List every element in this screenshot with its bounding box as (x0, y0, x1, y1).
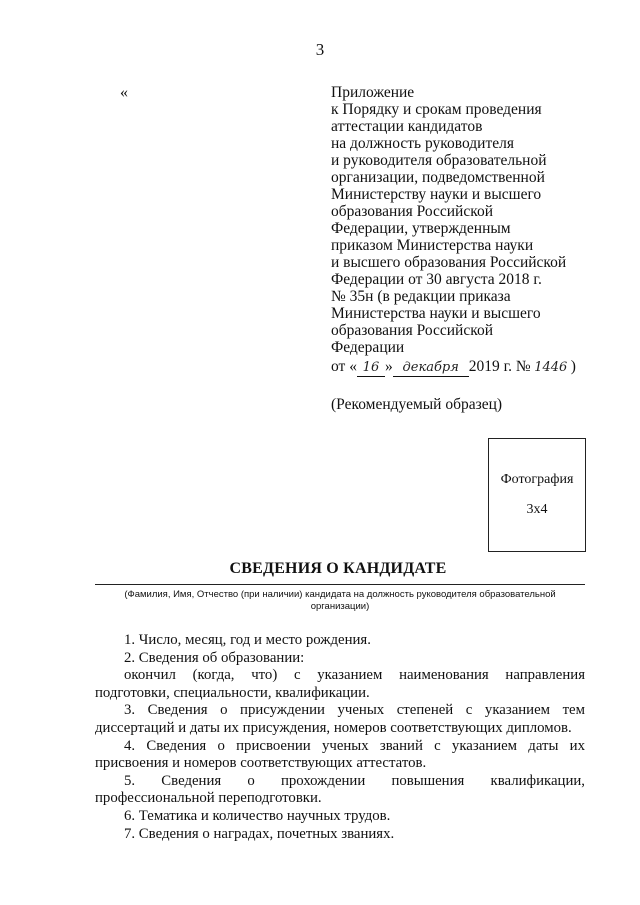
appendix-line: Министерства науки и высшего (331, 305, 541, 322)
order-date-number-line (331, 358, 631, 377)
list-item: 2. Сведения об образовании: (124, 649, 305, 666)
appendix-line: и высшего образования Российской (331, 254, 567, 271)
appendix-line: и руководителя образовательной (331, 152, 547, 169)
recommended-sample-note: (Рекомендуемый образец) (331, 396, 503, 413)
list-item: 7. Сведения о наградах, почетных званиях. (124, 825, 395, 842)
list-item: 6. Тематика и количество научных трудов. (124, 807, 391, 824)
appendix-line: Федерации, утвержденным (331, 220, 511, 237)
appendix-line: образования Российской (331, 203, 494, 220)
list-item: присвоения и номеров соответствующих аттестатов. (95, 755, 427, 772)
candidate-info-list (95, 632, 585, 843)
list-item: диссертаций и даты их присуждения, номеров соответствующих дипломов. (95, 719, 572, 736)
appendix-line: Федерации от 30 августа 2018 г. (331, 271, 542, 288)
appendix-line: приказом Министерства науки (331, 237, 534, 254)
opening-quote-mark: « (120, 84, 128, 101)
list-item: 3. Сведения о присуждении ученых степеней с указанием тем (124, 702, 585, 719)
appendix-line: Приложение (331, 84, 415, 101)
document-title: СВЕДЕНИЯ О КАНДИДАТЕ (229, 560, 447, 577)
name-field-caption: (Фамилия, Имя, Отчество (при наличии) кандидата на должность руководителя образовательной организации) (124, 589, 556, 612)
list-item: 1. Число, месяц, год и место рождения. (124, 632, 371, 648)
appendix-line: Министерству науки и высшего (331, 186, 542, 203)
list-item: окончил (когда, что) с указанием наименования направления (124, 667, 585, 684)
page-number: 3 (315, 40, 325, 59)
handwritten-month: декабря (393, 359, 469, 377)
photo-size-label: 3х4 (526, 502, 548, 517)
photo-placeholder-box (488, 438, 586, 552)
appendix-line: организации, подведомственной (331, 169, 545, 186)
appendix-line: № 35н (в редакции приказа (331, 288, 511, 305)
photo-label: Фотография (500, 472, 574, 487)
date-prefix: от « (331, 358, 357, 375)
list-item: профессиональной переподготовки. (95, 790, 322, 807)
name-underline (95, 584, 585, 585)
appendix-line: Федерации (331, 339, 405, 356)
date-year-label: 2019 г. № (468, 358, 531, 375)
appendix-line: на должность руководителя (331, 135, 514, 152)
handwritten-day: 16 (357, 359, 385, 377)
list-item: 5. Сведения о прохождении повышения квалификации, (124, 772, 585, 789)
appendix-line: аттестации кандидатов (331, 118, 483, 135)
list-item: 4. Сведения о присвоении ученых званий с указанием даты их (124, 737, 585, 754)
appendix-line: образования Российской (331, 322, 494, 339)
list-item: подготовки, специальности, квалификации. (95, 684, 370, 701)
date-mid: » (384, 358, 393, 375)
appendix-header (331, 84, 631, 377)
handwritten-order-number: 1446 (534, 360, 568, 375)
date-suffix: ) (570, 358, 576, 375)
appendix-line: к Порядку и срокам проведения (331, 101, 542, 118)
